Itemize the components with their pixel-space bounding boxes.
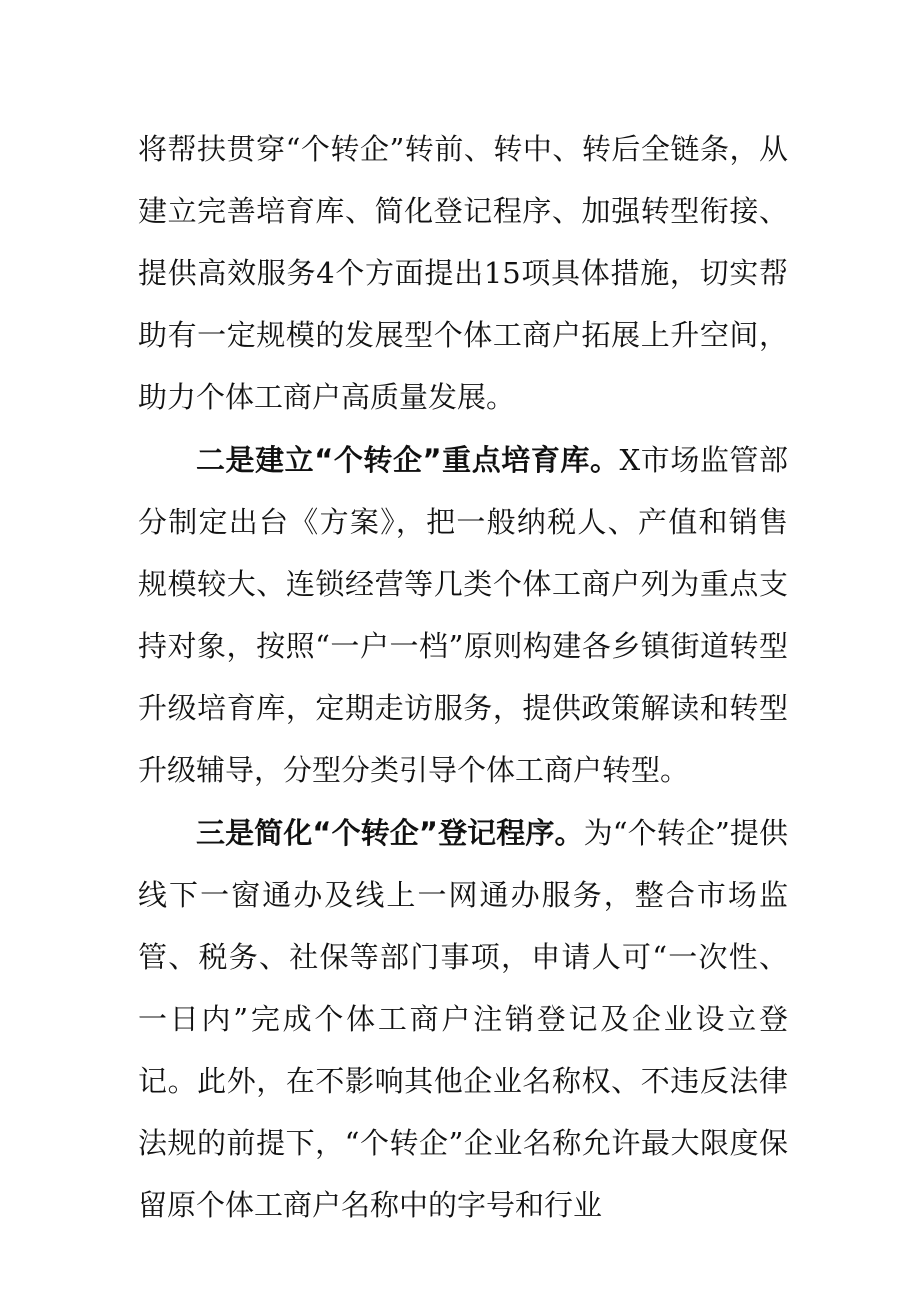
- document-body: [138, 118, 788, 1236]
- paragraph-2-lead: 二是建立“个转企”重点培育库。: [196, 443, 620, 477]
- paragraph-1-text: 将帮扶贯穿“个转企”转前、转中、转后全链条，从建立完善培育库、简化登记程序、加强转型衔接、提供高效服务4个方面提出15项具体措施，切实帮助有一定规模的发展型个体工商户拓展上升空间，助力个体工商户高质量发展。: [138, 132, 788, 414]
- paragraph-1: [138, 118, 788, 428]
- paragraph-2-text: X市场监管部分制定出台《方案》，把一般纳税人、产值和销售规模较大、连锁经营等几类个体工商户列为重点支持对象，按照“一户一档”原则构建各乡镇街道转型升级培育库，定期走访服务，提供政策解读和转型升级辅导，分型分类引导个体工商户转型。: [138, 443, 788, 787]
- paragraph-3-lead: 三是简化“个转企”登记程序。: [196, 816, 584, 850]
- paragraph-3: [138, 802, 788, 1236]
- paragraph-3-text: 为“个转企”提供线下一窗通办及线上一网通办服务，整合市场监管、税务、社保等部门事项，申请人可“一次性、一日内”完成个体工商户注销登记及企业设立登记。此外，在不影响其他企业名称权、不违反法律法规的前提下，“个转企”企业名称允许最大限度保留原个体工商户名称中的字号和行业: [138, 816, 789, 1222]
- paragraph-2: [138, 429, 788, 801]
